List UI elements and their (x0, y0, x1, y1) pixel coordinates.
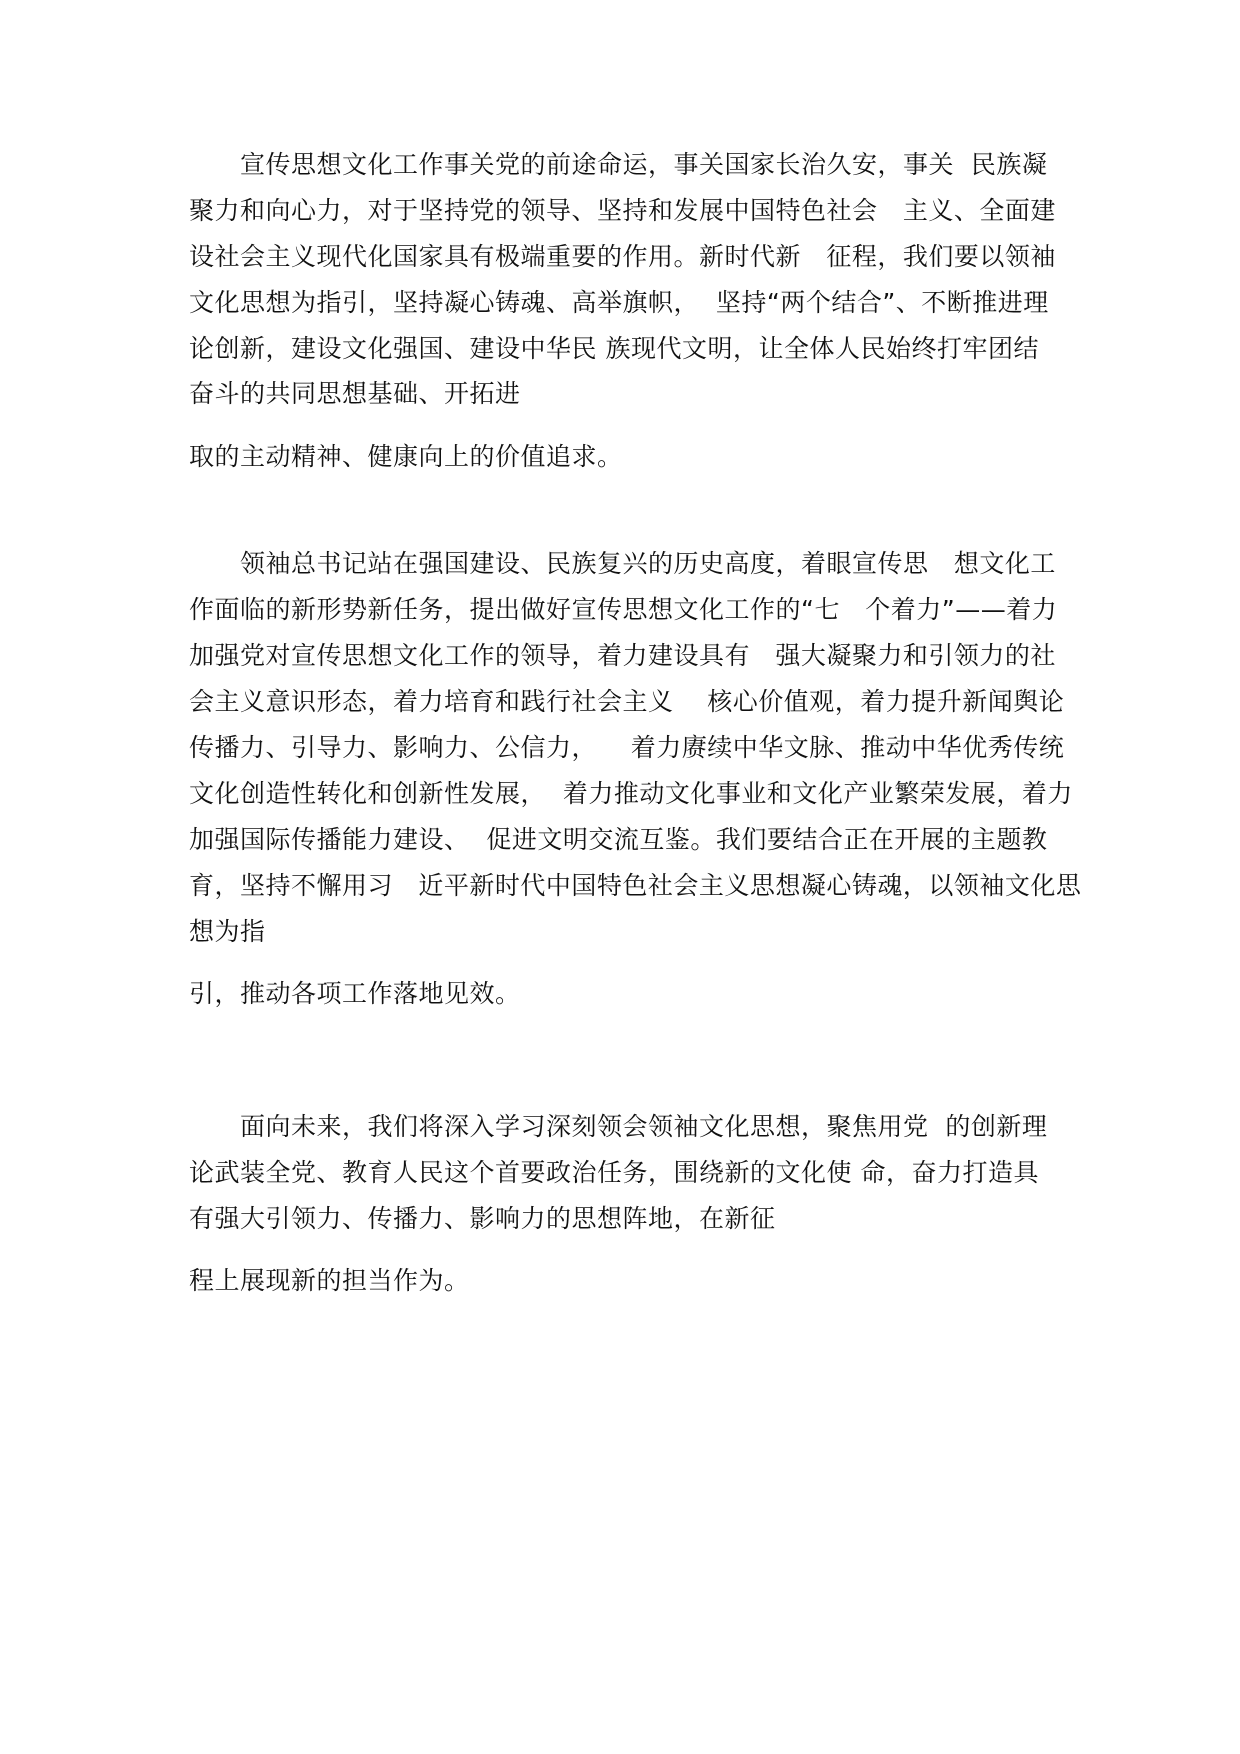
paragraph-2-line-3: 加强党对宣传思想文化工作的领导，着力建设具有 强大凝聚力和引领力的社 (189, 641, 1056, 670)
paragraph-1-line-5: 论创新，建设文化强国、建设中华民 族现代文明，让全体人民始终打牢团结 (189, 334, 1039, 363)
paragraph-2-line-7: 加强国际传播能力建设、 促进文明交流互鉴。我们要结合正在开展的主题教 (189, 825, 1048, 854)
paragraph-2-line-2: 作面临的新形势新任务，提出做好宣传思想文化工作的“七 个着力”——着力 (189, 595, 1058, 624)
paragraph-3-line-3: 有强大引领力、传播力、影响力的思想阵地，在新征 (189, 1204, 776, 1233)
paragraph-2-line-4: 会主义意识形态，着力培育和践行社会主义 核心价值观，着力提升新闻舆论 (189, 687, 1065, 716)
paragraph-1-line-3: 设社会主义现代化国家具有极端重要的作用。新时代新 征程，我们要以领袖 (189, 242, 1056, 271)
paragraph-3-line-1: 面向未来，我们将深入学习深刻领会领袖文化思想，聚焦用党 的创新理 (189, 1112, 1048, 1141)
paragraph-2-line-8: 育，坚持不懈用习 近平新时代中国特色社会主义思想凝心铸魂，以领袖文化思 (189, 871, 1082, 900)
paragraph-2-line-1: 领袖总书记站在强国建设、民族复兴的历史高度，着眼宣传思 想文化工 (189, 549, 1056, 578)
paragraph-2-line-6: 文化创造性转化和创新性发展， 着力推动文化事业和文化产业繁荣发展，着力 (189, 779, 1073, 808)
paragraph-3-line-2: 论武装全党、教育人民这个首要政治任务，围绕新的文化使 命，奋力打造具 (189, 1158, 1039, 1187)
paragraph-1-line-7: 取的主动精神、健康向上的价值追求。 (189, 442, 623, 471)
paragraph-2-line-9: 想为指 (189, 917, 266, 946)
paragraph-2-line-10: 引，推动各项工作落地见效。 (189, 979, 521, 1008)
paragraph-1-line-2: 聚力和向心力，对于坚持党的领导、坚持和发展中国特色社会 主义、全面建 (189, 196, 1056, 225)
paragraph-1-line-1: 宣传思想文化工作事关党的前途命运，事关国家长治久安，事关 民族凝 (189, 150, 1048, 179)
paragraph-1-line-6: 奋斗的共同思想基础、开拓进 (189, 379, 521, 408)
paragraph-1-line-4: 文化思想为指引，坚持凝心铸魂、高举旗帜， 坚持“两个结合”、不断推进理 (189, 288, 1049, 317)
paragraph-3-line-4: 程上展现新的担当作为。 (189, 1266, 470, 1295)
paragraph-2-line-5: 传播力、引导力、影响力、公信力， 着力赓续中华文脉、推动中华优秀传统 (189, 733, 1065, 762)
